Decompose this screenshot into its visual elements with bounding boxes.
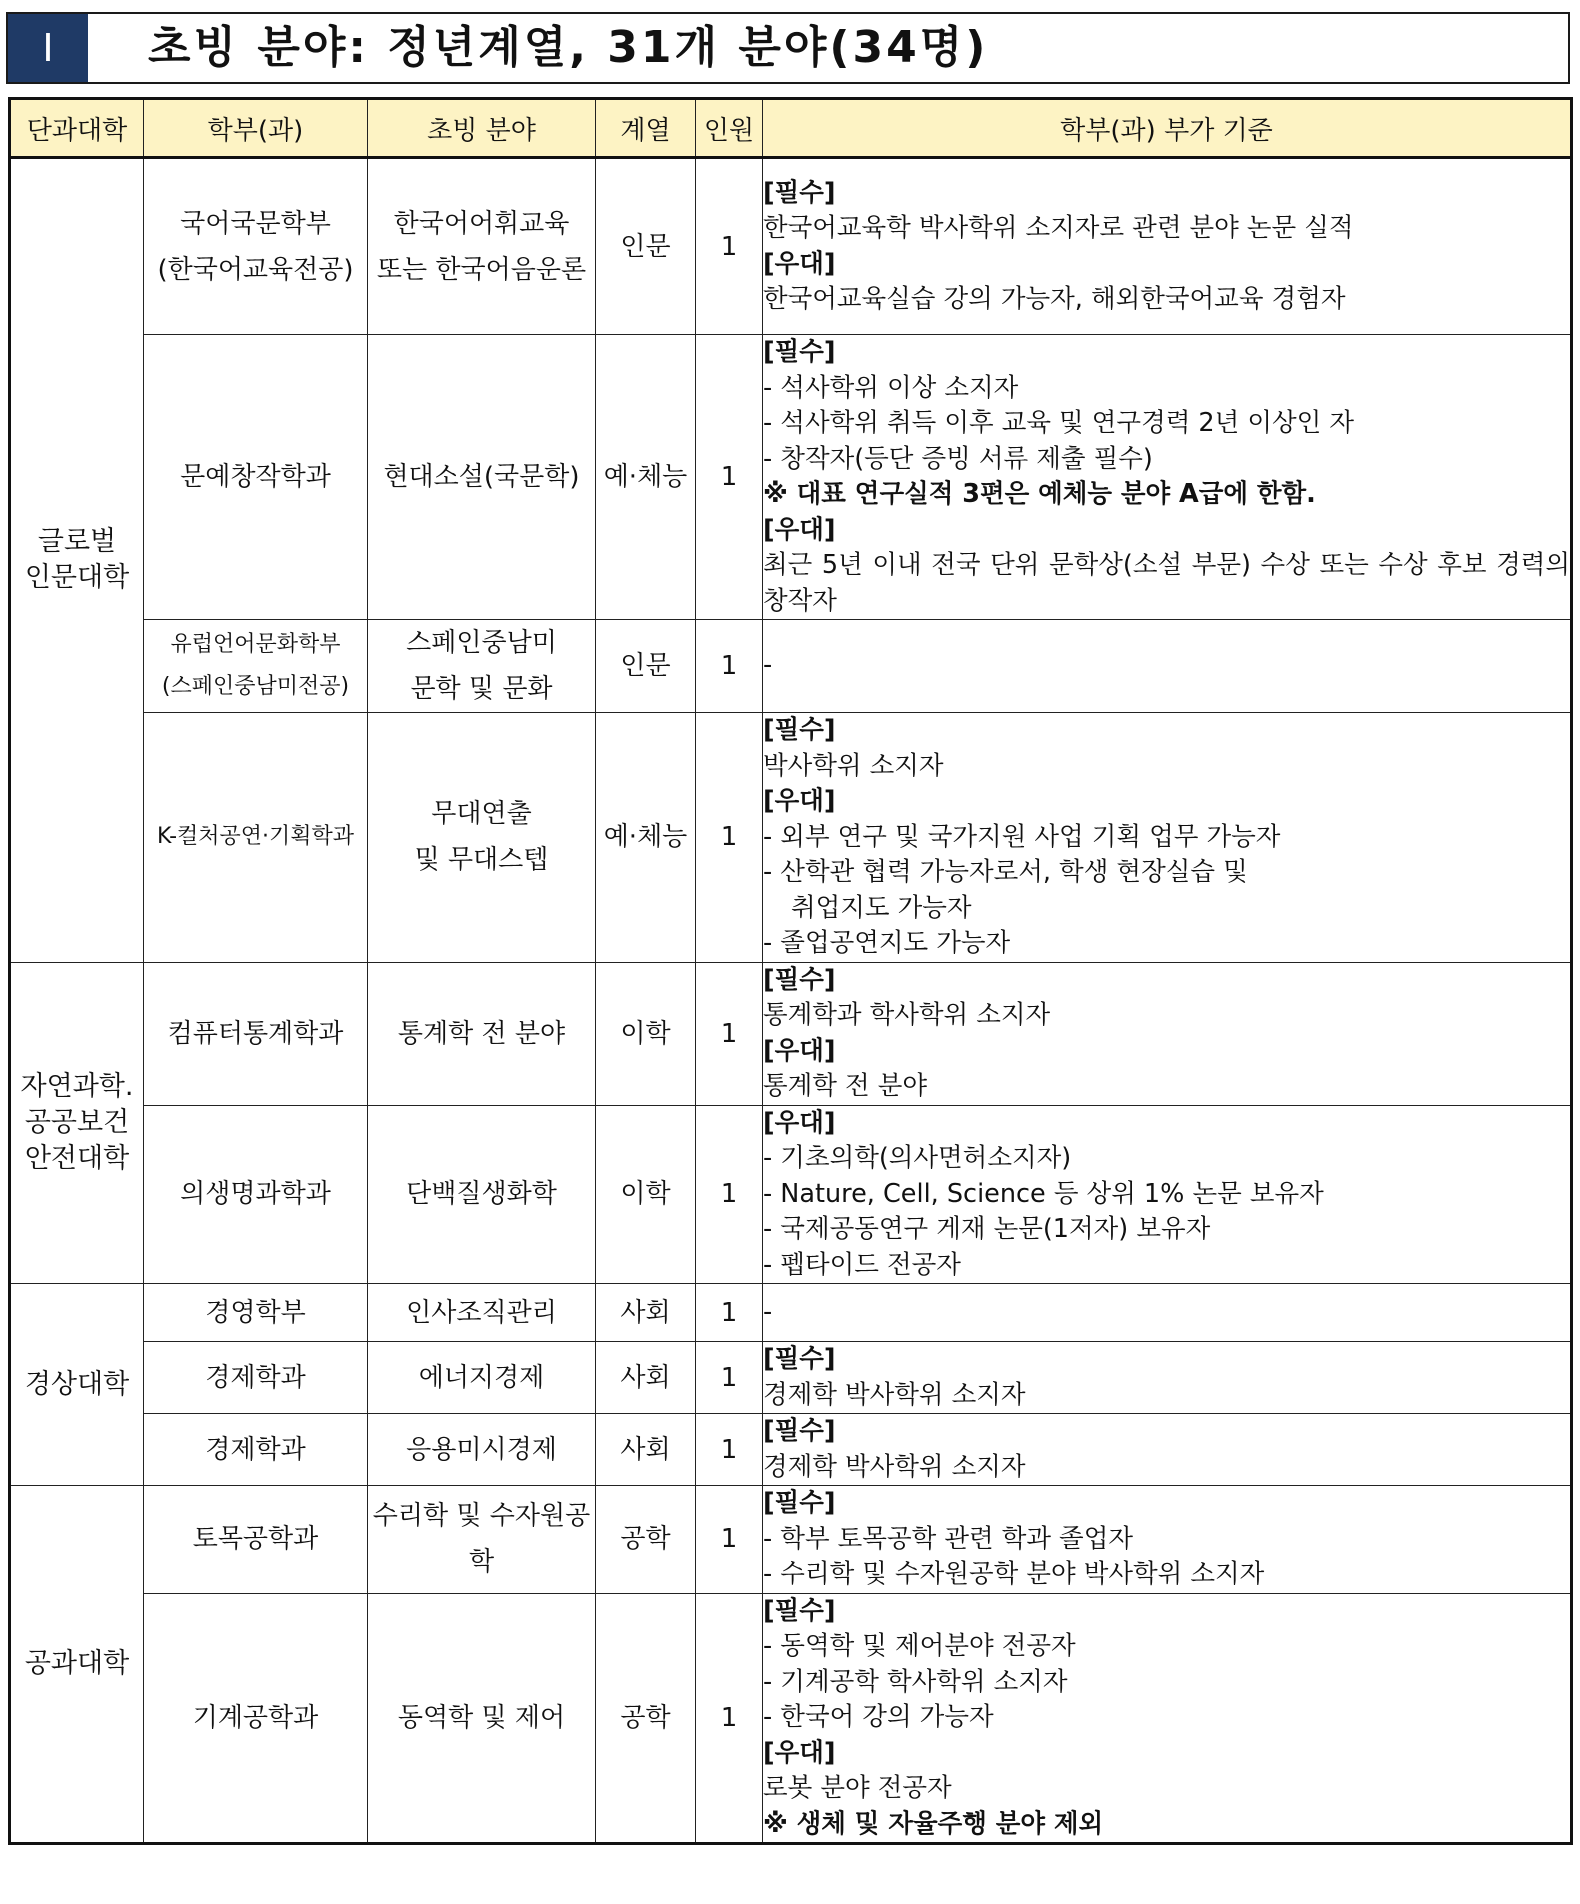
department-cell-line: 기계공학과 <box>192 1702 319 1733</box>
table-row <box>10 1105 1572 1284</box>
college-name-line: 인문대학 <box>24 562 130 594</box>
field-cell-line: 응용미시경제 <box>406 1434 557 1465</box>
criteria-line: - 기계공학 학사학위 소지자 <box>763 1666 1068 1697</box>
college-name-line: 공과대학 <box>24 1648 130 1679</box>
table-row <box>10 1486 1572 1594</box>
section-number: Ⅰ <box>8 14 88 82</box>
series-cell: 인문 <box>596 620 696 713</box>
field-cell <box>368 1284 596 1342</box>
department-cell-line: 의생명과학과 <box>180 1179 331 1210</box>
header-series: 계열 <box>596 99 696 158</box>
criteria-line: 한국어교육실습 강의 가능자, 해외한국어교육 경험자 <box>763 284 1346 314</box>
field-cell <box>368 1105 596 1284</box>
department-cell-line: 유럽언어문화학부 <box>170 632 341 657</box>
department-cell <box>144 1342 368 1414</box>
criteria-line: 경제학 박사학위 소지자 <box>763 1451 1026 1482</box>
department-cell <box>144 1414 368 1486</box>
criteria-cell <box>763 1284 1572 1342</box>
criteria-cell <box>763 1593 1572 1844</box>
field-cell <box>368 1342 596 1414</box>
field-cell <box>368 1486 596 1594</box>
criteria-label: [우대] <box>763 248 836 279</box>
field-cell <box>368 962 596 1105</box>
department-cell-line: 경영학부 <box>205 1297 306 1328</box>
criteria-line: - <box>763 1296 773 1327</box>
criteria-line: 최근 5년 이내 전국 단위 문학상(소설 부문) 수상 또는 수상 후보 경력의 창작자 <box>763 550 1570 616</box>
series-cell: 이학 <box>596 1105 696 1284</box>
criteria-line: - 외부 연구 및 국가지원 사업 기획 업무 가능자 <box>763 821 1281 852</box>
criteria-cell <box>763 1414 1572 1486</box>
count-cell: 1 <box>696 1342 763 1414</box>
criteria-line: - 기초의학(의사면허소지자) <box>763 1143 1072 1173</box>
criteria-line: 한국어교육학 박사학위 소지자로 관련 분야 논문 실적 <box>763 213 1354 243</box>
series-cell: 예·체능 <box>596 335 696 620</box>
series-cell: 사회 <box>596 1414 696 1486</box>
criteria-label: [우대] <box>763 514 836 545</box>
department-cell-line: (한국어교육전공) <box>157 254 354 285</box>
college-cell <box>10 158 144 963</box>
series-cell: 공학 <box>596 1593 696 1844</box>
table-row <box>10 1593 1572 1844</box>
criteria-label: [필수] <box>763 715 836 745</box>
table-body <box>10 158 1572 1844</box>
criteria-line: - <box>763 650 773 681</box>
department-cell <box>144 620 368 713</box>
count-cell: 1 <box>696 1284 763 1342</box>
criteria-label: [우대] <box>763 1737 836 1768</box>
field-cell-line: 현대소설(국문학) <box>383 462 580 492</box>
department-cell <box>144 158 368 335</box>
count-cell: 1 <box>696 1105 763 1284</box>
section-title-bar <box>6 12 1570 84</box>
table-row <box>10 713 1572 963</box>
table-row <box>10 962 1572 1105</box>
department-cell <box>144 1105 368 1284</box>
section-title: 초빙 분야: 정년계열, 31개 분야(34명) <box>148 22 989 73</box>
department-cell-line: 경제학과 <box>205 1362 306 1393</box>
field-cell-line: 통계학 전 분야 <box>397 1018 566 1049</box>
count-cell: 1 <box>696 1414 763 1486</box>
field-cell-line: 한국어어휘교육 <box>393 208 570 239</box>
field-cell <box>368 1414 596 1486</box>
field-cell <box>368 713 596 963</box>
criteria-line: - Nature, Cell, Science 등 상위 1% 논문 보유자 <box>763 1178 1324 1209</box>
college-cell <box>10 1486 144 1844</box>
department-cell-line: 컴퓨터통계학과 <box>167 1018 344 1049</box>
criteria-cell <box>763 1486 1572 1594</box>
criteria-line: 통계학 전 분야 <box>763 1071 928 1101</box>
criteria-line: 취업지도 가능자 <box>791 892 972 923</box>
criteria-label: [필수] <box>763 1344 836 1374</box>
count-cell: 1 <box>696 1486 763 1594</box>
field-cell-line: 또는 한국어음운론 <box>376 254 587 285</box>
field-cell-line: 무대연출 <box>431 799 532 830</box>
series-cell: 공학 <box>596 1486 696 1594</box>
department-cell-line: 문예창작학과 <box>180 462 331 492</box>
count-cell: 1 <box>696 335 763 620</box>
criteria-label: [필수] <box>763 1488 836 1518</box>
field-cell <box>368 158 596 335</box>
college-name-line: 안전대학 <box>24 1142 130 1174</box>
criteria-cell <box>763 1342 1572 1414</box>
count-cell: 1 <box>696 713 763 963</box>
criteria-label: [필수] <box>763 1595 836 1626</box>
series-cell: 인문 <box>596 158 696 335</box>
field-cell-line: 문학 및 문화 <box>410 674 553 704</box>
college-name-line: 자연과학. <box>20 1070 134 1102</box>
criteria-label: [필수] <box>763 1416 836 1446</box>
field-cell <box>368 620 596 713</box>
criteria-line: 박사학위 소지자 <box>763 750 944 781</box>
criteria-cell <box>763 335 1572 620</box>
count-cell: 1 <box>696 1593 763 1844</box>
department-cell-line: K-컬처공연·기획학과 <box>156 824 355 850</box>
department-cell-line: 경제학과 <box>205 1434 306 1465</box>
table-row <box>10 1342 1572 1414</box>
table-row <box>10 1414 1572 1486</box>
field-cell-line: 단백질생화학 <box>406 1179 557 1210</box>
field-cell-line: 인사조직관리 <box>406 1297 557 1328</box>
header-criteria: 학부(과) 부가 기준 <box>763 99 1572 158</box>
table-row <box>10 158 1572 335</box>
criteria-line: - 창작자(등단 증빙 서류 제출 필수) <box>763 443 1153 474</box>
field-cell <box>368 335 596 620</box>
criteria-line: 통계학과 학사학위 소지자 <box>763 1000 1051 1030</box>
college-cell <box>10 1284 144 1486</box>
criteria-cell <box>763 620 1572 713</box>
college-cell <box>10 962 144 1284</box>
college-name-line: 경상대학 <box>24 1368 130 1400</box>
field-cell-line: 에너지경제 <box>418 1362 545 1393</box>
criteria-note: ※ 생체 및 자율주행 분야 제외 <box>763 1808 1104 1839</box>
series-cell: 사회 <box>596 1284 696 1342</box>
count-cell: 1 <box>696 962 763 1105</box>
count-cell: 1 <box>696 158 763 335</box>
field-cell-line: 스페인중남미 <box>406 628 557 658</box>
department-cell <box>144 962 368 1105</box>
header-count: 인원 <box>696 99 763 158</box>
series-cell: 사회 <box>596 1342 696 1414</box>
criteria-label: [우대] <box>763 1035 836 1066</box>
recruitment-table <box>8 97 1573 1845</box>
college-name-line: 공공보건 <box>24 1106 130 1138</box>
field-cell-line: 수리학 및 수자원공학 <box>372 1501 591 1578</box>
criteria-line: - 학부 토목공학 관련 학과 졸업자 <box>763 1523 1133 1554</box>
criteria-line: 경제학 박사학위 소지자 <box>763 1379 1026 1410</box>
criteria-label: [필수] <box>763 337 836 367</box>
table-row <box>10 335 1572 620</box>
department-cell <box>144 713 368 963</box>
header-field: 초빙 분야 <box>368 99 596 158</box>
criteria-line: - 한국어 강의 가능자 <box>763 1702 994 1732</box>
college-name-line: 글로벌 <box>37 526 117 558</box>
criteria-label: [우대] <box>763 1107 836 1138</box>
table-row <box>10 1284 1572 1342</box>
series-cell: 이학 <box>596 962 696 1105</box>
department-cell <box>144 1284 368 1342</box>
field-cell-line: 동역학 및 제어 <box>397 1702 566 1733</box>
criteria-line: - 졸업공연지도 가능자 <box>763 928 1011 958</box>
series-cell: 예·체능 <box>596 713 696 963</box>
department-cell <box>144 1593 368 1844</box>
criteria-label: [우대] <box>763 786 836 816</box>
criteria-line: 로봇 분야 전공자 <box>763 1773 952 1803</box>
header-college: 단과대학 <box>10 99 144 158</box>
department-cell-line: (스페인중남미전공) <box>161 674 350 699</box>
criteria-cell <box>763 962 1572 1105</box>
field-cell-line: 및 무대스텝 <box>414 845 549 876</box>
field-cell <box>368 1593 596 1844</box>
criteria-line: - 석사학위 취득 이후 교육 및 연구경력 2년 이상인 자 <box>763 408 1355 438</box>
department-cell-line: 국어국문학부 <box>180 208 331 239</box>
department-cell <box>144 335 368 620</box>
criteria-label: [필수] <box>763 177 836 208</box>
criteria-cell <box>763 1105 1572 1284</box>
criteria-line: - 산학관 협력 가능자로서, 학생 현장실습 및 <box>763 857 1248 887</box>
header-department: 학부(과) <box>144 99 368 158</box>
table-header-row <box>10 99 1572 158</box>
criteria-line: - 석사학위 이상 소지자 <box>763 372 1019 403</box>
criteria-line: - 국제공동연구 게재 논문(1저자) 보유자 <box>763 1214 1211 1244</box>
criteria-cell <box>763 713 1572 963</box>
criteria-cell <box>763 158 1572 335</box>
criteria-label: [필수] <box>763 964 836 995</box>
criteria-note: ※ 대표 연구실적 3편은 예체능 분야 A급에 한함. <box>763 479 1316 509</box>
department-cell <box>144 1486 368 1594</box>
criteria-line: - 펩타이드 전공자 <box>763 1249 961 1280</box>
criteria-line: - 동역학 및 제어분야 전공자 <box>763 1631 1076 1661</box>
criteria-line: - 수리학 및 수자원공학 분야 박사학위 소지자 <box>763 1559 1265 1589</box>
table-row <box>10 620 1572 713</box>
count-cell: 1 <box>696 620 763 713</box>
department-cell-line: 토목공학과 <box>192 1524 319 1555</box>
